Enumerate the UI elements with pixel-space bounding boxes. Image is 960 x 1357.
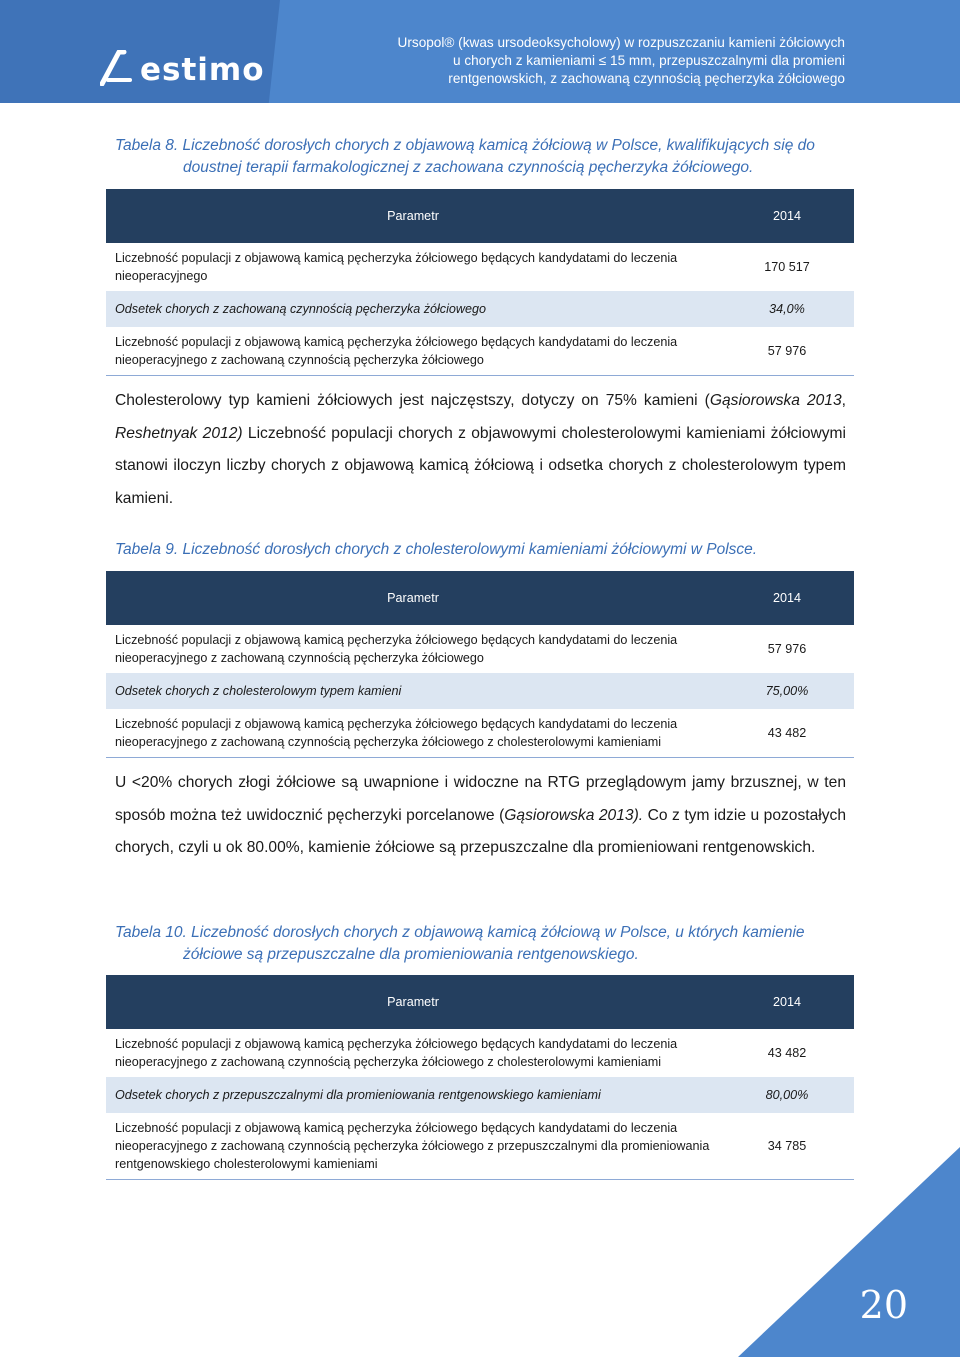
value-cell: 43 482 <box>720 709 854 758</box>
column-header-year: 2014 <box>720 975 854 1029</box>
paragraph-text: , <box>841 392 846 409</box>
table-row <box>106 291 854 327</box>
table10 <box>106 975 854 1180</box>
table9-caption <box>115 539 757 561</box>
logo-mark-icon <box>100 50 138 86</box>
paragraph-text: Liczebność populacji chorych z objawowymi cholesterolowymi kamieniami żółciowymi stanowi iloczyn liczby chorych z objawową kamicą żółciową i odsetka chorych z cholesterolowym typem kamieni. <box>115 424 847 507</box>
page-header <box>0 0 960 103</box>
table-row <box>106 709 854 758</box>
table8-caption <box>115 135 815 179</box>
caption-text: Liczebność dorosłych chorych z objawową kamicą żółciową w Polsce, u których kamienie <box>191 924 805 941</box>
table-row <box>106 1029 854 1077</box>
column-header-year: 2014 <box>720 189 854 243</box>
value-cell: 170 517 <box>764 260 810 274</box>
caption-number: Tabela 10. <box>115 924 187 941</box>
param-cell: Liczebność populacji z objawową kamicą pęcherzyka żółciowego będących kandydatami do leczenia nieoperacyjnego z zachowaną czynnością pęcherzyka żółciowego z przepuszczalnymi dla promieniowania rentgenowskiego cholesterolowymi kamieniami <box>106 1113 720 1180</box>
value-cell: 80,00% <box>720 1077 854 1113</box>
param-cell: Liczebność populacji z objawową kamicą pęcherzyka żółciowego będących kandydatami do leczenia nieoperacyjnego z zachowaną czynnością pęcherzyka żółciowego z cholesterolowymi kamieniami <box>106 709 720 758</box>
citation: Gąsiorowska 2013 <box>709 392 842 409</box>
param-cell: Odsetek chorych z zachowaną czynnością pęcherzyka żółciowego <box>106 291 720 327</box>
caption-text: żółciowe są przepuszczalne dla promieniowania rentgenowskiego. <box>183 946 639 963</box>
param-cell: Odsetek chorych z przepuszczalnymi dla promieniowania rentgenowskiego kamieniami <box>106 1077 720 1113</box>
table-row <box>106 243 854 291</box>
param-cell: Odsetek chorych z cholesterolowym typem kamieni <box>106 673 720 709</box>
table-row <box>106 327 854 376</box>
column-header-parametr: Parametr <box>106 571 720 625</box>
table8 <box>106 189 854 376</box>
citation: Gąsiorowska 2013). <box>504 806 644 824</box>
value-cell: 57 976 <box>767 642 807 656</box>
table-row <box>106 1077 854 1113</box>
value-cell: 34 785 <box>720 1113 854 1180</box>
param-cell: Liczebność populacji z objawową kamicą pęcherzyka żółciowego będących kandydatami do leczenia nieoperacyjnego <box>115 251 678 283</box>
paragraph-text: Co z tym idzie u pozostałych chorych, czyli u ok 80.00%, kamienie żółciowe są przepuszczalne dla promieniowani rentgenowskich. <box>115 806 846 856</box>
title-line: Ursopol® (kwas ursodeoksycholowy) w rozpuszczaniu kamieni żółciowych <box>397 35 845 50</box>
value-cell: 43 482 <box>767 1046 807 1060</box>
table10-caption <box>115 922 805 966</box>
caption-number: Tabela 8. <box>115 137 179 154</box>
logo-text: estimo <box>140 52 265 88</box>
document-title <box>375 34 845 88</box>
value-cell: 57 976 <box>720 327 854 376</box>
table-header-row <box>106 189 854 243</box>
caption-number: Tabela 9. <box>115 541 179 558</box>
param-cell: Liczebność populacji z objawową kamicą pęcherzyka żółciowego będących kandydatami do leczenia nieoperacyjnego z zachowaną czynnością pęcherzyka żółciowego z cholesterolowymi kamieniami <box>115 1037 678 1069</box>
column-header-parametr: Parametr <box>106 189 720 243</box>
param-cell: Liczebność populacji z objawową kamicą pęcherzyka żółciowego będących kandydatami do leczenia nieoperacyjnego z zachowaną czynnością pęcherzyka żółciowego <box>115 633 678 665</box>
paragraph-rtg <box>115 767 846 865</box>
paragraph-text: U <20% chorych złogi żółciowe są uwapnione i widoczne na RTG przeglądowym jamy brzusznej, w ten sposób można też uwidocznić pęcherzyki porcelanowe ( <box>115 774 846 824</box>
table-header-row <box>106 571 854 625</box>
paragraph-text: Cholesterolowy typ kamieni żółciowych jest najczęstszy, dotyczy on 75% kamieni ( <box>115 392 710 409</box>
caption-text: doustnej terapii farmakologicznej z zachowana czynnością pęcherzyka żółciowego. <box>183 159 754 176</box>
estimo-logo <box>100 42 265 86</box>
citation: Reshetnyak 2012) <box>115 424 243 442</box>
table9 <box>106 571 854 758</box>
table-row <box>106 1113 854 1180</box>
table-header-row <box>106 975 854 1029</box>
table-row <box>106 625 854 673</box>
page-number: 20 <box>859 1283 908 1327</box>
caption-text: Liczebność dorosłych chorych z cholesterolowymi kamieniami żółciowymi w Polsce. <box>182 541 758 558</box>
caption-text: Liczebność dorosłych chorych z objawową kamicą żółciową w Polsce, kwalifikujących się do <box>182 137 815 154</box>
title-line: rentgenowskich, z zachowaną czynnością pęcherzyka żółciowego <box>448 71 845 86</box>
title-line: u chorych z kamieniami ≤ 15 mm, przepuszczalnymi dla promieni <box>452 53 845 68</box>
column-header-parametr: Parametr <box>106 975 720 1029</box>
table-row <box>106 673 854 709</box>
value-cell: 75,00% <box>720 673 854 709</box>
param-cell: Liczebność populacji z objawową kamicą pęcherzyka żółciowego będących kandydatami do leczenia nieoperacyjnego z zachowaną czynnością pęcherzyka żółciowego <box>106 327 720 376</box>
value-cell: 34,0% <box>720 291 854 327</box>
column-header-year: 2014 <box>720 571 854 625</box>
paragraph-cholesterol <box>115 385 846 515</box>
